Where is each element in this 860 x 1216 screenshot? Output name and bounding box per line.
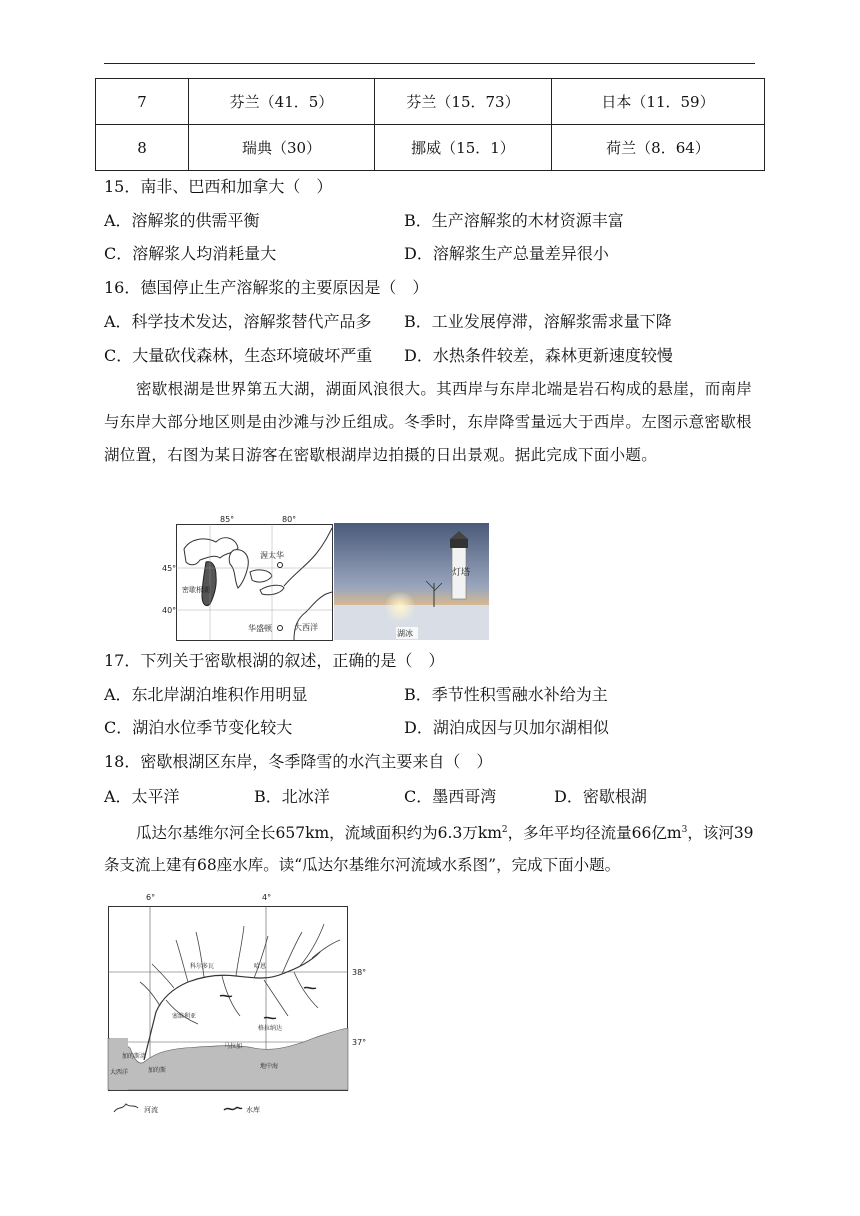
q18-stem: 18．密歇根湖区东岸，冬季降雪的水汽主要来自（ ） — [104, 752, 493, 771]
map2-lat38: 38° — [352, 968, 367, 977]
table-cell: 芬兰（41．5） — [189, 79, 375, 125]
q16-option-b[interactable]: B．工业发展停滞，溶解浆需求量下降 — [404, 312, 672, 331]
table-cell: 7 — [96, 79, 189, 125]
passage2-part3: ，该河39条支流上建有68座水库。读“瓜达尔基维尔河流域水系图”，完成下面小题。 — [104, 824, 754, 875]
map2-jaen: 哈恩 — [254, 963, 267, 970]
map1-washington: 华盛顿 — [248, 624, 272, 633]
q16-option-d[interactable]: D．水热条件较差，森林更新速度较慢 — [404, 346, 673, 365]
q15-option-c[interactable]: C．溶解浆人均消耗量大 — [104, 244, 277, 263]
table-cell: 日本（11．59） — [552, 79, 765, 125]
passage2-part1: 瓜达尔基维尔河全长657km，流域面积约为6.3万km — [136, 824, 502, 843]
q17-option-c[interactable]: C．湖泊水位季节变化较大 — [104, 718, 293, 737]
q17-option-d[interactable]: D．湖泊成因与贝加尔湖相似 — [404, 718, 609, 737]
table-cell: 挪威（15．1） — [375, 125, 552, 171]
map1-ottawa: 渥太华 — [260, 551, 284, 560]
map2-med: 地中海 — [260, 1063, 279, 1070]
map1-atlantic: 大西洋 — [294, 623, 318, 632]
q16-stem: 16．德国停止生产溶解浆的主要原因是（ ） — [104, 278, 429, 297]
photo1-ice: 湖冰 — [397, 629, 413, 638]
table-cell: 芬兰（15．73） — [375, 79, 552, 125]
q15-option-d[interactable]: D．溶解浆生产总量差异很小 — [404, 244, 609, 263]
map1-lat40: 40° — [162, 606, 177, 615]
map2-atlantic: 大西洋 — [110, 1069, 129, 1076]
map2-malaga: 马拉加 — [224, 1043, 243, 1050]
q18-option-a[interactable]: A．太平洋 — [104, 787, 180, 806]
q16-option-a[interactable]: A．科学技术发达，溶解浆替代产品多 — [104, 312, 372, 331]
map2-gulf: 加的斯湾 — [122, 1053, 147, 1060]
ranking-table — [95, 78, 765, 171]
q16-option-c[interactable]: C．大量砍伐森林，生态环境破坏严重 — [104, 346, 373, 365]
q18-option-c[interactable]: C．墨西哥湾 — [404, 787, 497, 806]
map2-lon4: 4° — [262, 893, 272, 902]
map1-lake: 密歇根湖 — [182, 586, 210, 594]
table-row — [96, 125, 765, 171]
map2-granada: 格拉纳达 — [258, 1025, 283, 1032]
table-cell: 荷兰（8．64） — [552, 125, 765, 171]
q17-option-a[interactable]: A．东北岸湖泊堆积作用明显 — [104, 685, 308, 704]
map2-lon6: 6° — [146, 893, 156, 902]
q17-option-b[interactable]: B．季节性积雪融水补给为主 — [404, 685, 608, 704]
table-cell: 8 — [96, 125, 189, 171]
lake-michigan-map — [162, 514, 333, 641]
passage-michigan: 密歇根湖是世界第五大湖，湖面风浪很大。其西岸与东岸北端是岩石构成的悬崖，而南岸与东岸大部分地区则是由沙滩与沙丘组成。冬季时，东岸降雪量远大于西岸。左图示意密歇根湖位置，右图为某日游客在密歇根湖岸边拍摄的日出景观。据此完成下面小题。 — [104, 380, 753, 464]
map2-cadiz: 加的斯 — [148, 1067, 167, 1074]
q18-option-d[interactable]: D．密歇根湖 — [554, 787, 647, 806]
map2-legend-reservoir: 水库 — [246, 1106, 260, 1114]
passage2-sup1: 2 — [501, 825, 508, 835]
photo1-lighthouse: 灯塔 — [452, 568, 471, 578]
map2-lat37: 37° — [352, 1038, 367, 1047]
guadalquivir-map — [104, 888, 374, 1120]
map1-lon85: 85° — [220, 515, 235, 524]
q15-stem: 15．南非、巴西和加拿大（ ） — [104, 177, 333, 196]
map1-lon80: 80° — [282, 515, 297, 524]
map1-lat45: 45° — [162, 564, 177, 573]
passage2-part2: ，多年平均径流量66亿m — [507, 824, 682, 843]
table-cell: 瑞典（30） — [189, 125, 375, 171]
passage-guadalquivir — [104, 814, 764, 881]
map2-cordoba: 科尔多瓦 — [190, 963, 215, 970]
q17-stem: 17．下列关于密歇根湖的叙述，正确的是（ ） — [104, 651, 445, 670]
q18-option-b[interactable]: B．北冰洋 — [254, 787, 330, 806]
passage2-sup2: 3 — [681, 825, 688, 835]
q15-option-a[interactable]: A．溶解浆的供需平衡 — [104, 211, 260, 230]
table-row — [96, 79, 765, 125]
sunrise-photo — [334, 523, 489, 640]
map2-legend-river: 河流 — [144, 1106, 158, 1114]
header-rule — [104, 63, 755, 64]
map2-sevilla: 塞维利亚 — [172, 1013, 197, 1020]
q15-option-b[interactable]: B．生产溶解浆的木材资源丰富 — [404, 211, 624, 230]
